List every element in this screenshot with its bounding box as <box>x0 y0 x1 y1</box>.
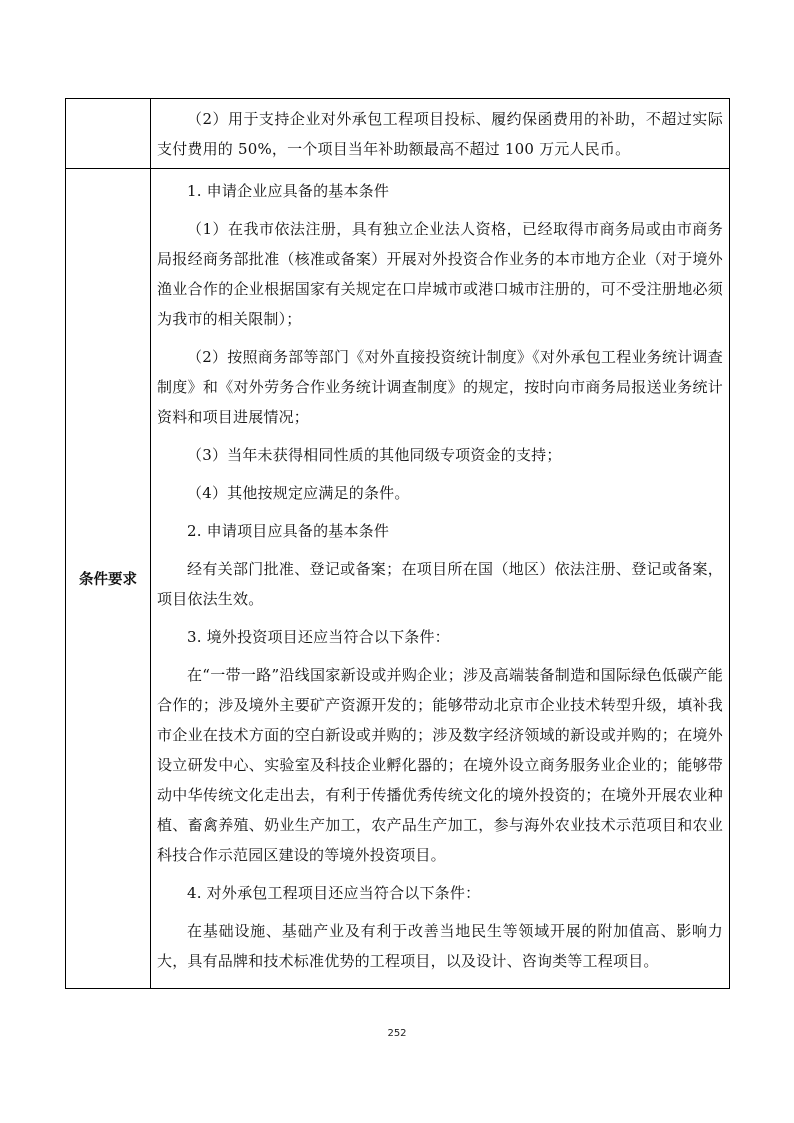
heading-contracting-projects: 4. 对外承包工程项目还应当符合以下条件： <box>187 883 481 902</box>
row-label-conditions: 条件要求 <box>79 572 137 588</box>
paragraph-contracting-projects: 在基础设施、基础产业及有利于改善当地民生等领域开展的附加值高、影响力大，具有品牌和技术标准优势的工程项目，以及设计、咨询类等工程项目。 <box>157 921 723 970</box>
page-number: 252 <box>387 1028 407 1039</box>
heading-project-conditions: 2. 申请项目应具备的基本条件 <box>187 521 390 540</box>
paragraph-overseas-investment: 在“一带一路”沿线国家新设或并购企业；涉及高端装备制造和国际绿色低碳产能合作的；涉及境外主要矿产资源开发的；能够带动北京市企业技术转型升级，填补我市企业在技术方面的空白新设或并购的；涉及数字经济领域的新设或并购的；在境外设立研发中心、实验室及科技企业孵化器的；在境外设立商务服务业企业的；能够带动中华传统文化走出去，有利于传播优秀传统文化的境外投资的；在境外开展农业种植、畜禽养殖、奶业生产加工，农产品生产加工，参与海外农业技术示范项目和农业科技合作示范园区建设的等境外投资项目。 <box>157 665 723 864</box>
row-label-cell-conditions <box>66 169 151 989</box>
heading-overseas-investment: 3. 境外投资项目还应当符合以下条件： <box>187 627 450 646</box>
row-content-cell-conditions <box>151 169 730 989</box>
paragraph-condition-2: （2）按照商务部等部门《对外直接投资统计制度》《对外承包工程业务统计调查制度》和《对外劳务合作业务统计调查制度》的规定，按时向市商务局报送业务统计资料和项目进展情况； <box>157 347 723 426</box>
paragraph-condition-1: （1）在我市依法注册，具有独立企业法人资格，已经取得市商务局或由市商务局报经商务部批准（核准或备案）开展对外投资合作业务的本市地方企业（对于境外渔业合作的企业根据国家有关规定在口岸城市或港口城市注册的，可不受注册地必须为我市的相关限制）； <box>157 219 723 328</box>
table-row-conditions <box>66 169 730 989</box>
row-label-cell-empty <box>66 99 151 169</box>
paragraph-guarantee-subsidy: （2）用于支持企业对外承包工程项目投标、履约保函费用的补助，不超过实际支付费用的 50%，一个项目当年补助额最高不超过 100 万元人民币。 <box>157 109 723 158</box>
conditions-table <box>65 98 730 989</box>
row-content-cell <box>151 99 730 169</box>
paragraph-condition-3: （3）当年未获得相同性质的其他同级专项资金的支持； <box>187 445 562 464</box>
paragraph-condition-4: （4）其他按规定应满足的条件。 <box>187 483 410 502</box>
paragraph-project-conditions: 经有关部门批准、登记或备案；在项目所在国（地区）依法注册、登记或备案，项目依法生效。 <box>157 559 723 608</box>
table-row-subsidy <box>66 99 730 169</box>
heading-enterprise-conditions: 1. 申请企业应具备的基本条件 <box>187 181 390 200</box>
